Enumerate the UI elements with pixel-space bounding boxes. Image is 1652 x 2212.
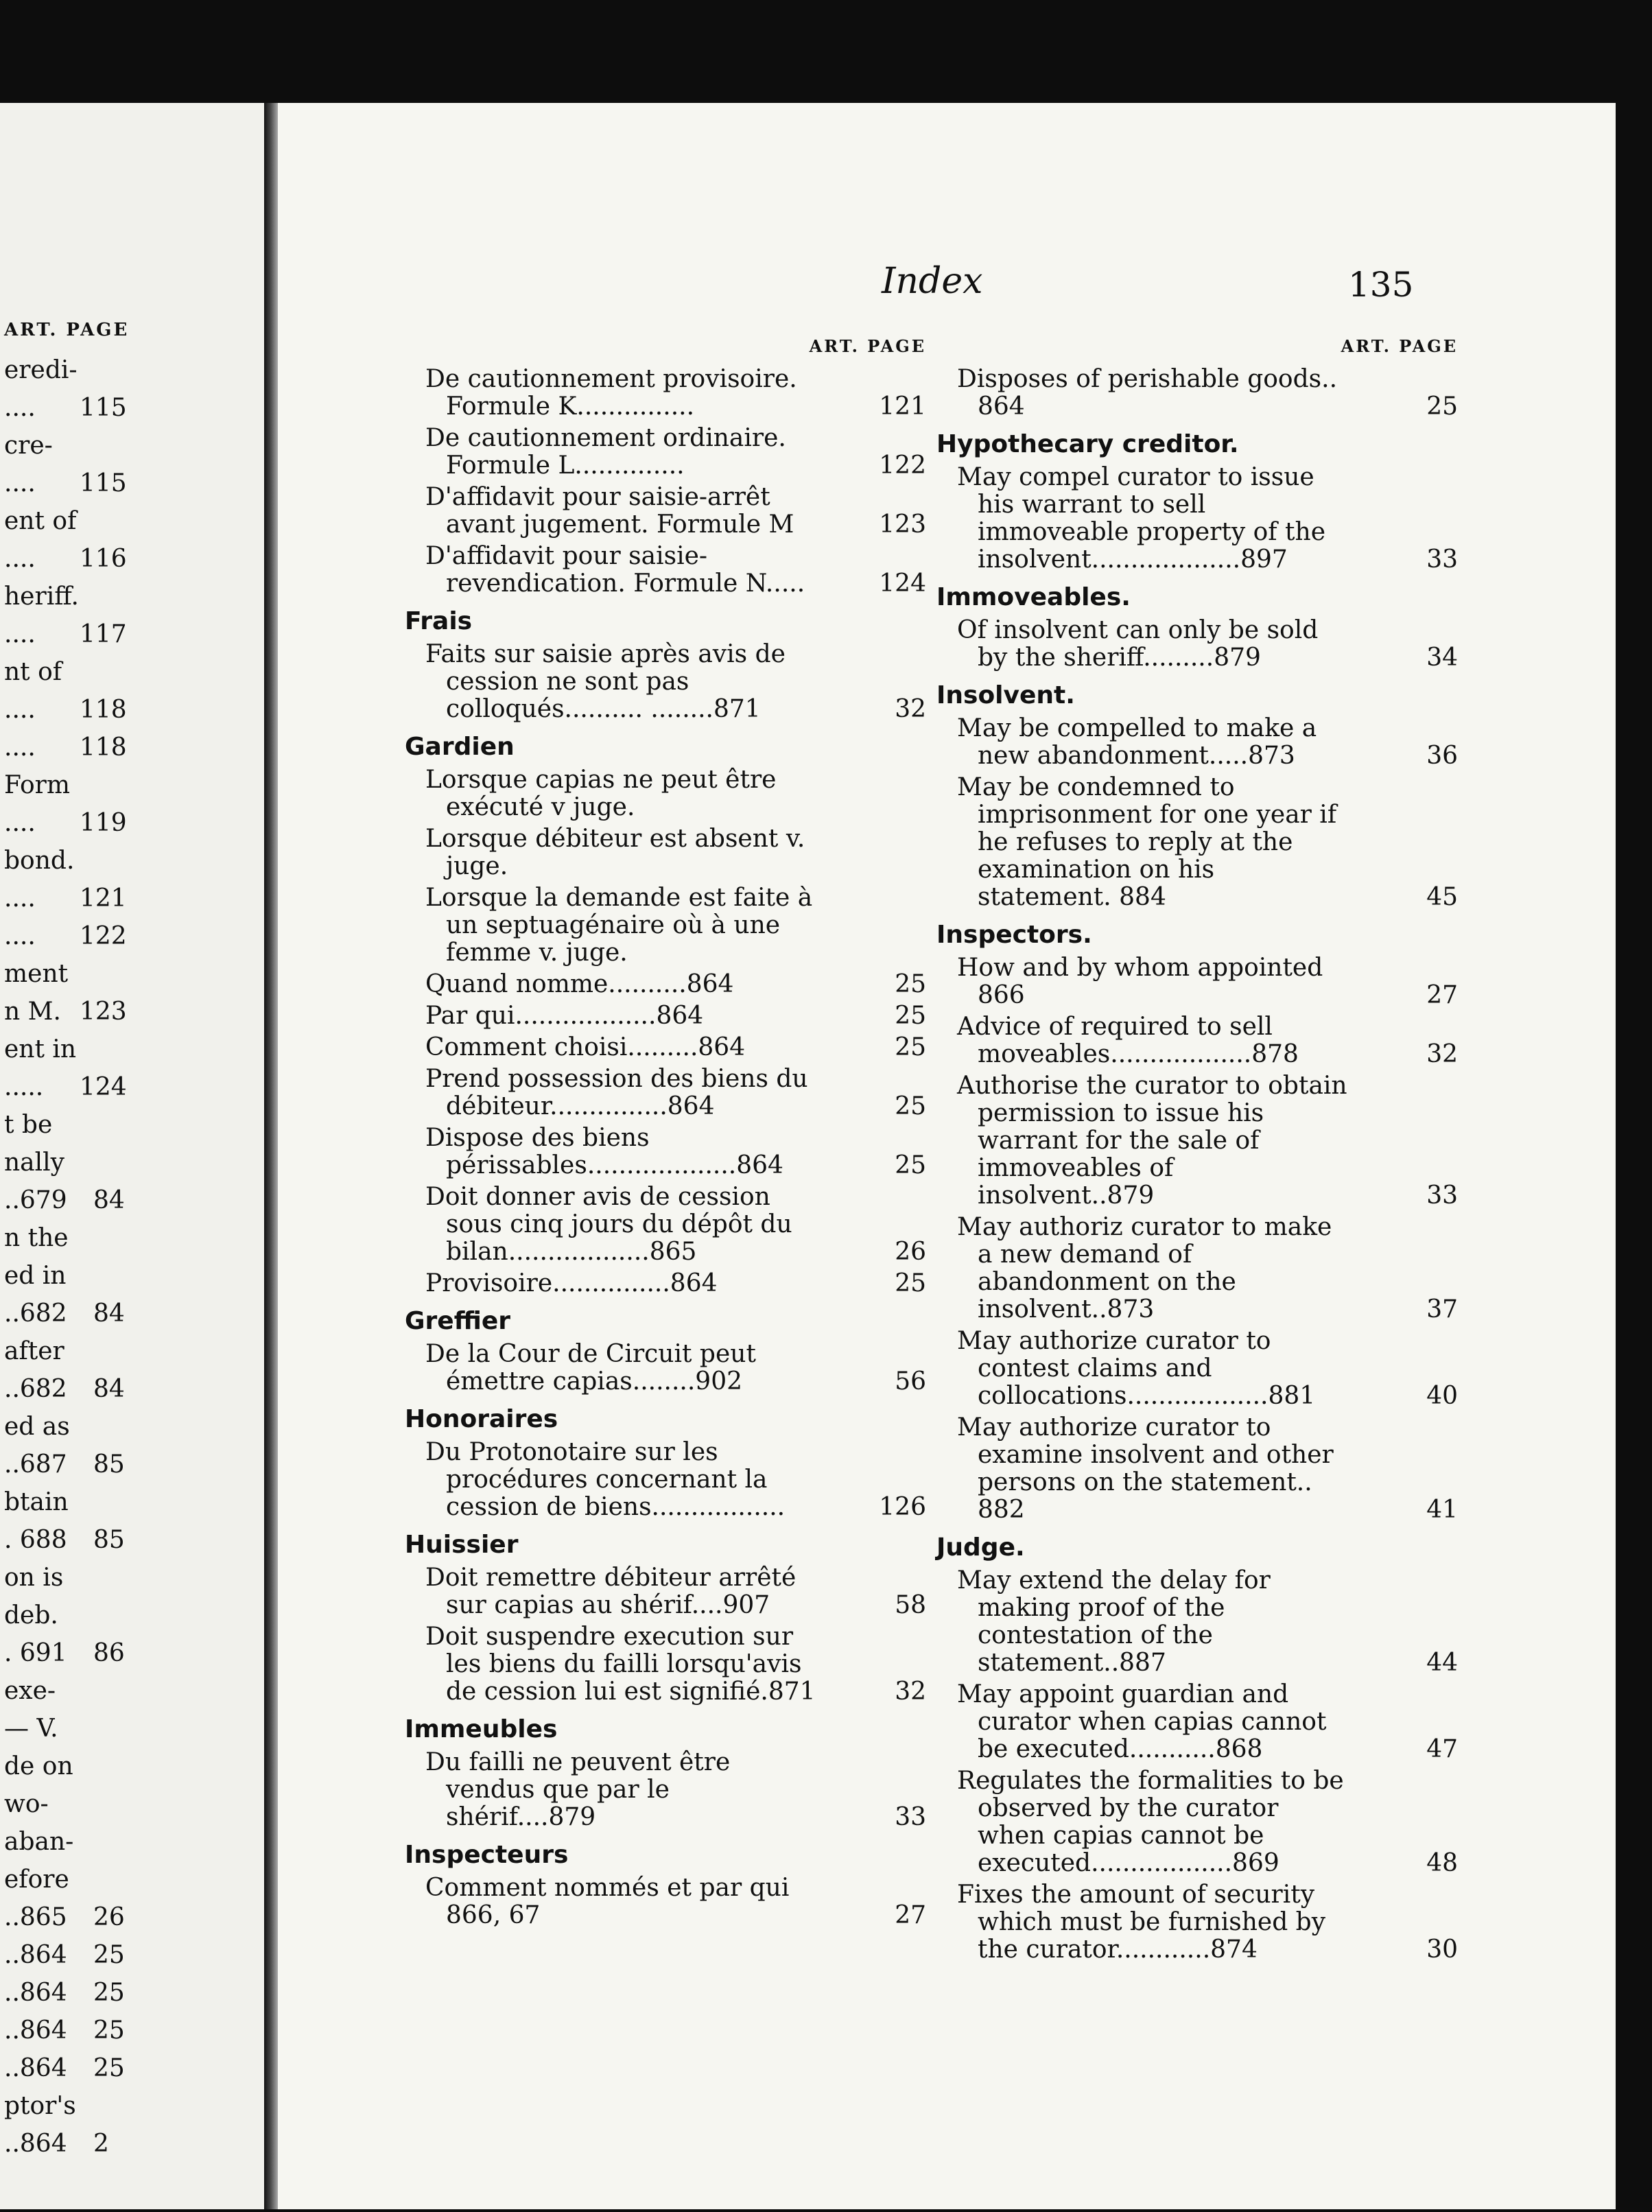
entry-page: 33 <box>895 1803 926 1831</box>
previous-page-line-page: 25 <box>93 1979 125 2007</box>
previous-page-line <box>4 1678 261 1705</box>
previous-page-line <box>4 772 261 799</box>
previous-page-line-page: 116 <box>80 545 127 573</box>
previous-page-line <box>4 998 261 1026</box>
previous-page-line-text: . 691 <box>4 1639 67 1667</box>
index-entry <box>405 366 926 421</box>
previous-page-line-text: ..864 <box>4 2130 67 2158</box>
entry-text: Advice of required to sell moveables..................878 <box>957 1013 1299 1068</box>
previous-page-line-text: ..864 <box>4 2016 67 2045</box>
index-entry <box>405 1341 926 1396</box>
previous-page-line <box>4 1300 261 1328</box>
previous-page-line-text: eredi- <box>4 356 78 384</box>
entry-text: Quand nomme..........864 <box>425 970 734 998</box>
index-heading: Frais <box>405 607 473 635</box>
previous-page-line <box>4 2055 261 2082</box>
previous-page-line <box>4 1036 261 1063</box>
entry-page: 36 <box>1426 742 1458 770</box>
right-column-entries <box>936 366 1458 1964</box>
column-header: ART. PAGE <box>1341 336 1458 356</box>
index-entry <box>405 1874 926 1929</box>
previous-page-line <box>4 1866 261 1894</box>
entry-text: Dispose des biens périssables...................864 <box>425 1124 783 1179</box>
entry-page: 25 <box>1426 392 1458 421</box>
book-spine <box>264 103 279 2209</box>
entry-text: Authorise the curator to obtain permission to issue his warrant for the sale of immoveables of insolvent..879 <box>957 1072 1347 1210</box>
index-entry <box>405 1066 926 1120</box>
page-edge-shadow <box>1616 103 1652 2209</box>
previous-page-line <box>4 1564 261 1592</box>
previous-page-line-text: ent in <box>4 1035 77 1063</box>
index-heading: Gardien <box>405 733 515 761</box>
previous-page-line-text: . 688 <box>4 1526 67 1554</box>
index-heading: Immoveables. <box>936 583 1131 611</box>
previous-page-line-text: bond. <box>4 847 75 875</box>
index-entry <box>405 1034 926 1061</box>
previous-page-line-text: ptor's <box>4 2092 76 2120</box>
previous-page-line <box>4 734 261 762</box>
previous-page-line-text: cre- <box>4 432 53 460</box>
index-entry <box>936 1767 1458 1877</box>
entry-page: 40 <box>1426 1382 1458 1410</box>
entry-text: Par qui..................864 <box>425 1002 704 1030</box>
previous-page-line-text: aban- <box>4 1828 74 1856</box>
previous-page-line <box>4 923 261 950</box>
index-entry <box>936 774 1458 911</box>
index-entry <box>936 617 1458 672</box>
entry-text: D'affidavit pour saisie-revendication. Formule N..... <box>425 542 805 598</box>
previous-page-line <box>4 583 261 611</box>
index-entry <box>405 484 926 539</box>
previous-page-line-page: 25 <box>93 2054 125 2082</box>
page-number: 135 <box>1348 265 1414 305</box>
index-entry <box>405 1270 926 1297</box>
entry-text: May compel curator to issue his warrant to sell immoveable property of the insolvent...................897 <box>957 463 1326 574</box>
entry-page: 27 <box>1426 981 1458 1009</box>
entry-text: May authoriz curator to make a new demand of abandonment on the insolvent..873 <box>957 1213 1332 1323</box>
column-header: ART. PAGE <box>809 336 926 356</box>
entry-page: 45 <box>1426 883 1458 911</box>
previous-page-line-text: ment <box>4 960 69 988</box>
previous-page-line <box>4 1111 261 1139</box>
previous-page-line <box>4 470 261 497</box>
previous-page-line-text: wo- <box>4 1790 49 1818</box>
entry-text: Provisoire...............864 <box>425 1269 718 1297</box>
previous-page-line <box>4 1074 261 1101</box>
entry-page: 25 <box>895 970 926 998</box>
index-heading: Inspecteurs <box>405 1841 569 1869</box>
entry-page: 25 <box>895 1092 926 1120</box>
left-column-entries <box>405 366 926 1929</box>
previous-page-line-page: 85 <box>93 1526 125 1554</box>
previous-page-line <box>4 810 261 837</box>
previous-page-line <box>4 1942 261 1969</box>
previous-page-line-text: ..... <box>4 1073 44 1101</box>
previous-page-line <box>4 1640 261 1667</box>
index-entry <box>405 543 926 598</box>
previous-page-line-page: 115 <box>80 394 127 422</box>
entry-page: 41 <box>1426 1496 1458 1524</box>
index-entry <box>936 1881 1458 1964</box>
entry-text: Lorsque la demande est faite à un septuagénaire où à une femme v. juge. <box>425 884 813 967</box>
entry-text: Doit remettre débiteur arrêté sur capias au shérif....907 <box>425 1564 796 1619</box>
previous-page-line-text: nt of <box>4 658 62 686</box>
entry-text: De cautionnement provisoire. Formule K............... <box>425 365 797 421</box>
previous-page-fragment <box>0 103 266 2209</box>
previous-page-line-page: 124 <box>80 1073 127 1101</box>
entry-page: 25 <box>895 1002 926 1030</box>
previous-page-line <box>4 1602 261 1629</box>
index-entry <box>405 766 926 821</box>
entry-text: De cautionnement ordinaire. Formule L.............. <box>425 424 786 480</box>
previous-page-line-page: 118 <box>80 733 127 762</box>
previous-page-line-page: 123 <box>80 998 127 1026</box>
previous-page-line-text: ..865 <box>4 1903 67 1931</box>
previous-page-line-text: ..682 <box>4 1375 67 1403</box>
entry-page: 32 <box>1426 1040 1458 1068</box>
index-entry <box>936 1681 1458 1763</box>
index-heading: Honoraires <box>405 1405 558 1433</box>
previous-page-line <box>4 1338 261 1365</box>
previous-page-line-text: ed as <box>4 1413 70 1441</box>
index-entry <box>405 1125 926 1179</box>
previous-page-line-text: n the <box>4 1224 69 1252</box>
previous-page-line-text: .... <box>4 394 36 422</box>
previous-page-line <box>4 1413 261 1441</box>
index-entry <box>405 1623 926 1706</box>
index-entry <box>936 954 1458 1009</box>
entry-page: 123 <box>879 510 926 539</box>
previous-page-line <box>4 1489 261 1516</box>
index-entry <box>405 825 926 880</box>
entry-text: May be compelled to make a new abandonment.....873 <box>957 714 1317 770</box>
entry-page: 126 <box>879 1493 926 1521</box>
previous-page-line-text: ..864 <box>4 1979 67 2007</box>
entry-text: May appoint guardian and curator when capias cannot be executed...........868 <box>957 1680 1327 1763</box>
entry-text: Du failli ne peuvent être vendus que par le shérif....879 <box>425 1748 731 1831</box>
previous-page-line <box>4 1527 261 1554</box>
entry-text: Of insolvent can only be sold by the sheriff.........879 <box>957 616 1319 672</box>
index-entry <box>405 425 926 480</box>
previous-page-line <box>4 1225 261 1252</box>
entry-page: 122 <box>879 451 926 480</box>
previous-page-line-text: — V. <box>4 1715 58 1743</box>
previous-page-line <box>4 659 261 686</box>
previous-page-line <box>4 1904 261 1931</box>
previous-page-line-text: .... <box>4 696 36 724</box>
previous-page-line-page: 121 <box>80 884 127 913</box>
entry-text: May be condemned to imprisonment for one year if he refuses to reply at the examination on his statement. 884 <box>957 773 1337 911</box>
previous-page-line-text: ..864 <box>4 2054 67 2082</box>
index-heading: Judge. <box>936 1533 1025 1562</box>
previous-page-line <box>4 885 261 913</box>
entry-page: 26 <box>895 1238 926 1266</box>
entry-text: Faits sur saisie après avis de cession ne sont pas colloqués.......... ........871 <box>425 640 786 723</box>
index-heading: Huissier <box>405 1531 519 1559</box>
previous-page-line-text: Form <box>4 771 71 799</box>
previous-page-line-page: 84 <box>93 1375 125 1403</box>
index-entry <box>936 464 1458 574</box>
entry-page: 37 <box>1426 1295 1458 1323</box>
index-entry <box>405 1002 926 1030</box>
previous-page-line-page: 119 <box>80 809 127 837</box>
index-entry <box>936 1013 1458 1068</box>
entry-text: Disposes of perishable goods.. 864 <box>957 365 1338 421</box>
entry-page: 44 <box>1426 1649 1458 1677</box>
index-column-left <box>405 336 926 1933</box>
previous-page-line-page: 122 <box>80 922 127 950</box>
index-entry <box>936 1328 1458 1410</box>
previous-page-line-page: 86 <box>93 1639 125 1667</box>
index-heading: Greffier <box>405 1307 511 1335</box>
index-entry <box>936 1567 1458 1677</box>
index-entry <box>405 971 926 998</box>
entry-text: May authorize curator to examine insolvent and other persons on the statement.. 882 <box>957 1413 1334 1524</box>
previous-page-line-text: .... <box>4 620 36 648</box>
previous-page-line-text: efore <box>4 1866 69 1894</box>
index-heading: Hypothecary creditor. <box>936 430 1239 458</box>
previous-page-line-page: 118 <box>80 696 127 724</box>
previous-page-line-text: after <box>4 1337 64 1365</box>
index-entry <box>936 366 1458 421</box>
previous-page-line <box>4 432 261 460</box>
index-entry <box>405 884 926 967</box>
previous-page-line <box>4 1715 261 1743</box>
entry-text: May authorize curator to contest claims and collocations..................881 <box>957 1327 1316 1410</box>
entry-text: Du Protonotaire sur les procédures concernant la cession de biens................. <box>425 1438 786 1521</box>
entry-page: 33 <box>1426 1181 1458 1210</box>
previous-page-line <box>4 961 261 988</box>
previous-page-line-text: .... <box>4 545 36 573</box>
previous-page-line <box>4 1149 261 1177</box>
index-heading: Inspectors. <box>936 921 1092 949</box>
previous-page-line-text: on is <box>4 1564 64 1592</box>
index-entry <box>405 1184 926 1266</box>
index-entry <box>405 641 926 723</box>
index-entry <box>936 1072 1458 1210</box>
index-heading: Insolvent. <box>936 681 1075 709</box>
previous-page-line-text: de on <box>4 1752 73 1780</box>
entry-text: Doit suspendre execution sur les biens du failli lorsqu'avis de cession lui est signifié.871 <box>425 1623 816 1706</box>
page-title: Index <box>882 261 983 302</box>
entry-text: Comment nommés et par qui 866, 67 <box>425 1874 790 1929</box>
entry-text: How and by whom appointed 866 <box>957 954 1323 1009</box>
previous-page-line-text: .... <box>4 922 36 950</box>
previous-page-line-text: .... <box>4 884 36 913</box>
previous-page-line <box>4 508 261 535</box>
previous-page-line-text: .... <box>4 469 36 497</box>
entry-text: May extend the delay for making proof of the contestation of the statement..887 <box>957 1566 1271 1677</box>
entry-page: 34 <box>1426 644 1458 672</box>
index-entry <box>936 1414 1458 1524</box>
entry-page: 32 <box>895 1678 926 1706</box>
previous-page-line-text: .... <box>4 733 36 762</box>
entry-page: 121 <box>879 392 926 421</box>
previous-page-line <box>4 357 261 384</box>
previous-page-line <box>4 847 261 875</box>
index-entry <box>405 1564 926 1619</box>
previous-page-line <box>4 1376 261 1403</box>
previous-page-line <box>4 1828 261 1856</box>
index-entry <box>936 1214 1458 1323</box>
previous-page-line <box>4 1979 261 2007</box>
entry-page: 33 <box>1426 545 1458 574</box>
entry-text: Prend possession des biens du débiteur...............864 <box>425 1065 808 1120</box>
previous-page-line <box>4 2017 261 2045</box>
previous-page-line <box>4 621 261 648</box>
entry-page: 25 <box>895 1269 926 1297</box>
previous-page-line-page: 25 <box>93 1941 125 1969</box>
previous-page-line-page: 26 <box>93 1903 125 1931</box>
entry-page: 48 <box>1426 1849 1458 1877</box>
previous-page-line-page: 85 <box>93 1450 125 1479</box>
previous-page-line-text: btain <box>4 1488 69 1516</box>
index-page <box>278 103 1616 2209</box>
previous-page-column-header: ART. PAGE <box>4 320 130 340</box>
entry-text: Lorsque débiteur est absent v. juge. <box>425 825 805 880</box>
entry-page: 124 <box>879 569 926 598</box>
page-header <box>278 261 1616 316</box>
entry-text: Fixes the amount of security which must be furnished by the curator............874 <box>957 1881 1326 1964</box>
entry-text: D'affidavit pour saisie-arrêt avant jugement. Formule M <box>425 483 794 539</box>
previous-page-line-page: 84 <box>93 1186 125 1214</box>
entry-text: Lorsque capias ne peut être exécuté v juge. <box>425 766 777 821</box>
previous-page-line-text: nally <box>4 1149 65 1177</box>
previous-page-line-text: ..687 <box>4 1450 67 1479</box>
previous-page-line-text: ..682 <box>4 1299 67 1328</box>
entry-page: 56 <box>895 1367 926 1396</box>
previous-page-line <box>4 2093 261 2120</box>
previous-page-line-page: 117 <box>80 620 127 648</box>
previous-page-line-page: 2 <box>93 2130 109 2158</box>
previous-page-line <box>4 1791 261 1818</box>
index-entry <box>936 715 1458 770</box>
entry-text: De la Cour de Circuit peut émettre capias........902 <box>425 1340 756 1396</box>
previous-page-line-text: deb. <box>4 1601 58 1629</box>
previous-page-line <box>4 1262 261 1290</box>
entry-page: 30 <box>1426 1936 1458 1964</box>
previous-page-line-text: ..864 <box>4 1941 67 1969</box>
entry-page: 32 <box>895 695 926 723</box>
entry-text: Comment choisi.........864 <box>425 1033 746 1061</box>
previous-page-line <box>4 1451 261 1479</box>
previous-page-line-page: 25 <box>93 2016 125 2045</box>
index-column-right <box>936 336 1458 1968</box>
previous-page-line-text: ..679 <box>4 1186 67 1214</box>
previous-page-line-text: exe- <box>4 1677 56 1705</box>
entry-page: 58 <box>895 1591 926 1619</box>
previous-page-line <box>4 2130 261 2158</box>
previous-page-line-text: t be <box>4 1111 53 1139</box>
entry-text: Regulates the formalities to be observed by the curator when capias cannot be executed..................869 <box>957 1767 1344 1877</box>
entry-page: 27 <box>895 1901 926 1929</box>
index-entry <box>405 1749 926 1831</box>
entry-text: Doit donner avis de cession sous cinq jours du dépôt du bilan..................865 <box>425 1183 792 1266</box>
entry-page: 25 <box>895 1033 926 1061</box>
previous-page-line <box>4 545 261 573</box>
previous-page-line <box>4 1187 261 1214</box>
previous-page-line-text: ed in <box>4 1262 67 1290</box>
index-heading: Immeubles <box>405 1715 558 1743</box>
previous-page-line-text: heriff. <box>4 583 79 611</box>
entry-page: 25 <box>895 1151 926 1179</box>
previous-page-line-text: ent of <box>4 507 77 535</box>
previous-page-line-page: 84 <box>93 1299 125 1328</box>
previous-page-line-text: .... <box>4 809 36 837</box>
previous-page-line-page: 115 <box>80 469 127 497</box>
entry-page: 47 <box>1426 1735 1458 1763</box>
previous-page-line <box>4 696 261 724</box>
previous-page-line <box>4 1753 261 1780</box>
previous-page-line <box>4 395 261 422</box>
index-entry <box>405 1439 926 1521</box>
previous-page-line-text: n M. <box>4 998 61 1026</box>
